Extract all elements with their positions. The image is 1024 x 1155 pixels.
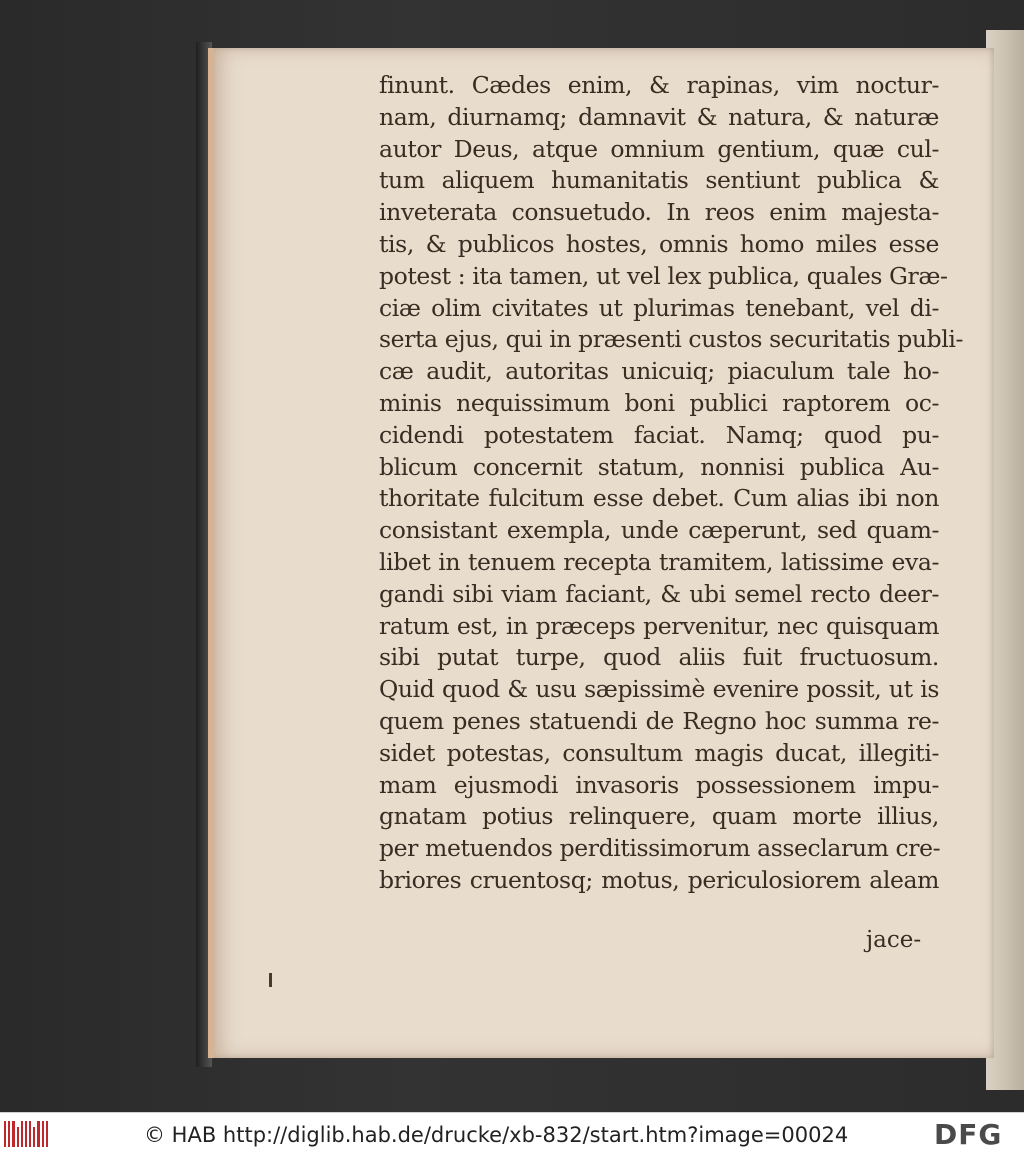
text-line: mam ejusmodi invasoris possessionem impu- [379,770,939,799]
text-line: sibi putat turpe, quod aliis fuit fructuosum. [379,643,939,672]
text-line: inveterata consuetudo. In reos enim majesta- [379,198,939,227]
text-line: finunt. Cædes enim, & rapinas, vim noctur- [379,71,939,99]
text-line: briores cruentosq; motus, periculosiorem aleam [379,865,939,894]
text-line: autor Deus, atque omnium gentium, quæ cul- [379,134,939,163]
text-line: thoritate fulcitum esse debet. Cum alias ibi non [379,484,939,513]
text-line: quem penes statuendi de Regno hoc summa re- [379,706,939,735]
text-line: gnatam potius relinquere, quam morte illius, [379,802,939,831]
text-line: ciæ olim civitates ut plurimas tenebant, vel di- [379,293,939,322]
text-line: cidendi potestatem faciat. Namq; quod pu- [379,420,939,449]
text-line: tis, & publicos hostes, omnis homo miles esse [379,229,939,258]
text-line: cæ audit, autoritas unicuiq; piaculum tale ho- [379,357,939,386]
viewer-footer [0,1112,1024,1155]
text-line: libet in tenuem recepta tramitem, latissime eva- [379,547,939,576]
text-line: gandi sibi viam faciant, & ubi semel recto deer- [379,579,939,608]
text-line: ratum est, in præceps pervenitur, nec quisquam [379,611,939,640]
text-line: consistant exempla, unde cæperunt, sed quam- [379,516,939,545]
text-line: minis nequissimum boni publici raptorem oc- [379,388,939,417]
text-line: blicum concernit statum, nonnisi publica Au- [379,452,939,481]
margin-mark [269,973,272,987]
catchword: jace- [866,927,922,953]
text-line: per metuendos perditissimorum asseclarum cre- [379,834,941,863]
hab-barcode-icon [4,1121,48,1147]
text-line: sidet potestas, consultum magis ducat, illegiti- [379,738,939,767]
copyright-link[interactable]: © HAB http://diglib.hab.de/drucke/xb-832/start.htm?image=00024 [144,1123,849,1147]
text-line: tum aliquem humanitatis sentiunt publica & [379,166,939,195]
book-page [208,48,994,1058]
text-line: nam, diurnamq; damnavit & natura, & naturæ [379,102,939,131]
text-line: Quid quod & usu sæpissimè evenire possit, ut is [379,675,939,704]
text-line: potest : ita tamen, ut vel lex publica, quales Græ- [379,261,948,290]
page-text [379,70,964,897]
dfg-logo: DFG [934,1118,1003,1151]
text-line: serta ejus, qui in præsenti custos securitatis publi- [379,325,964,354]
